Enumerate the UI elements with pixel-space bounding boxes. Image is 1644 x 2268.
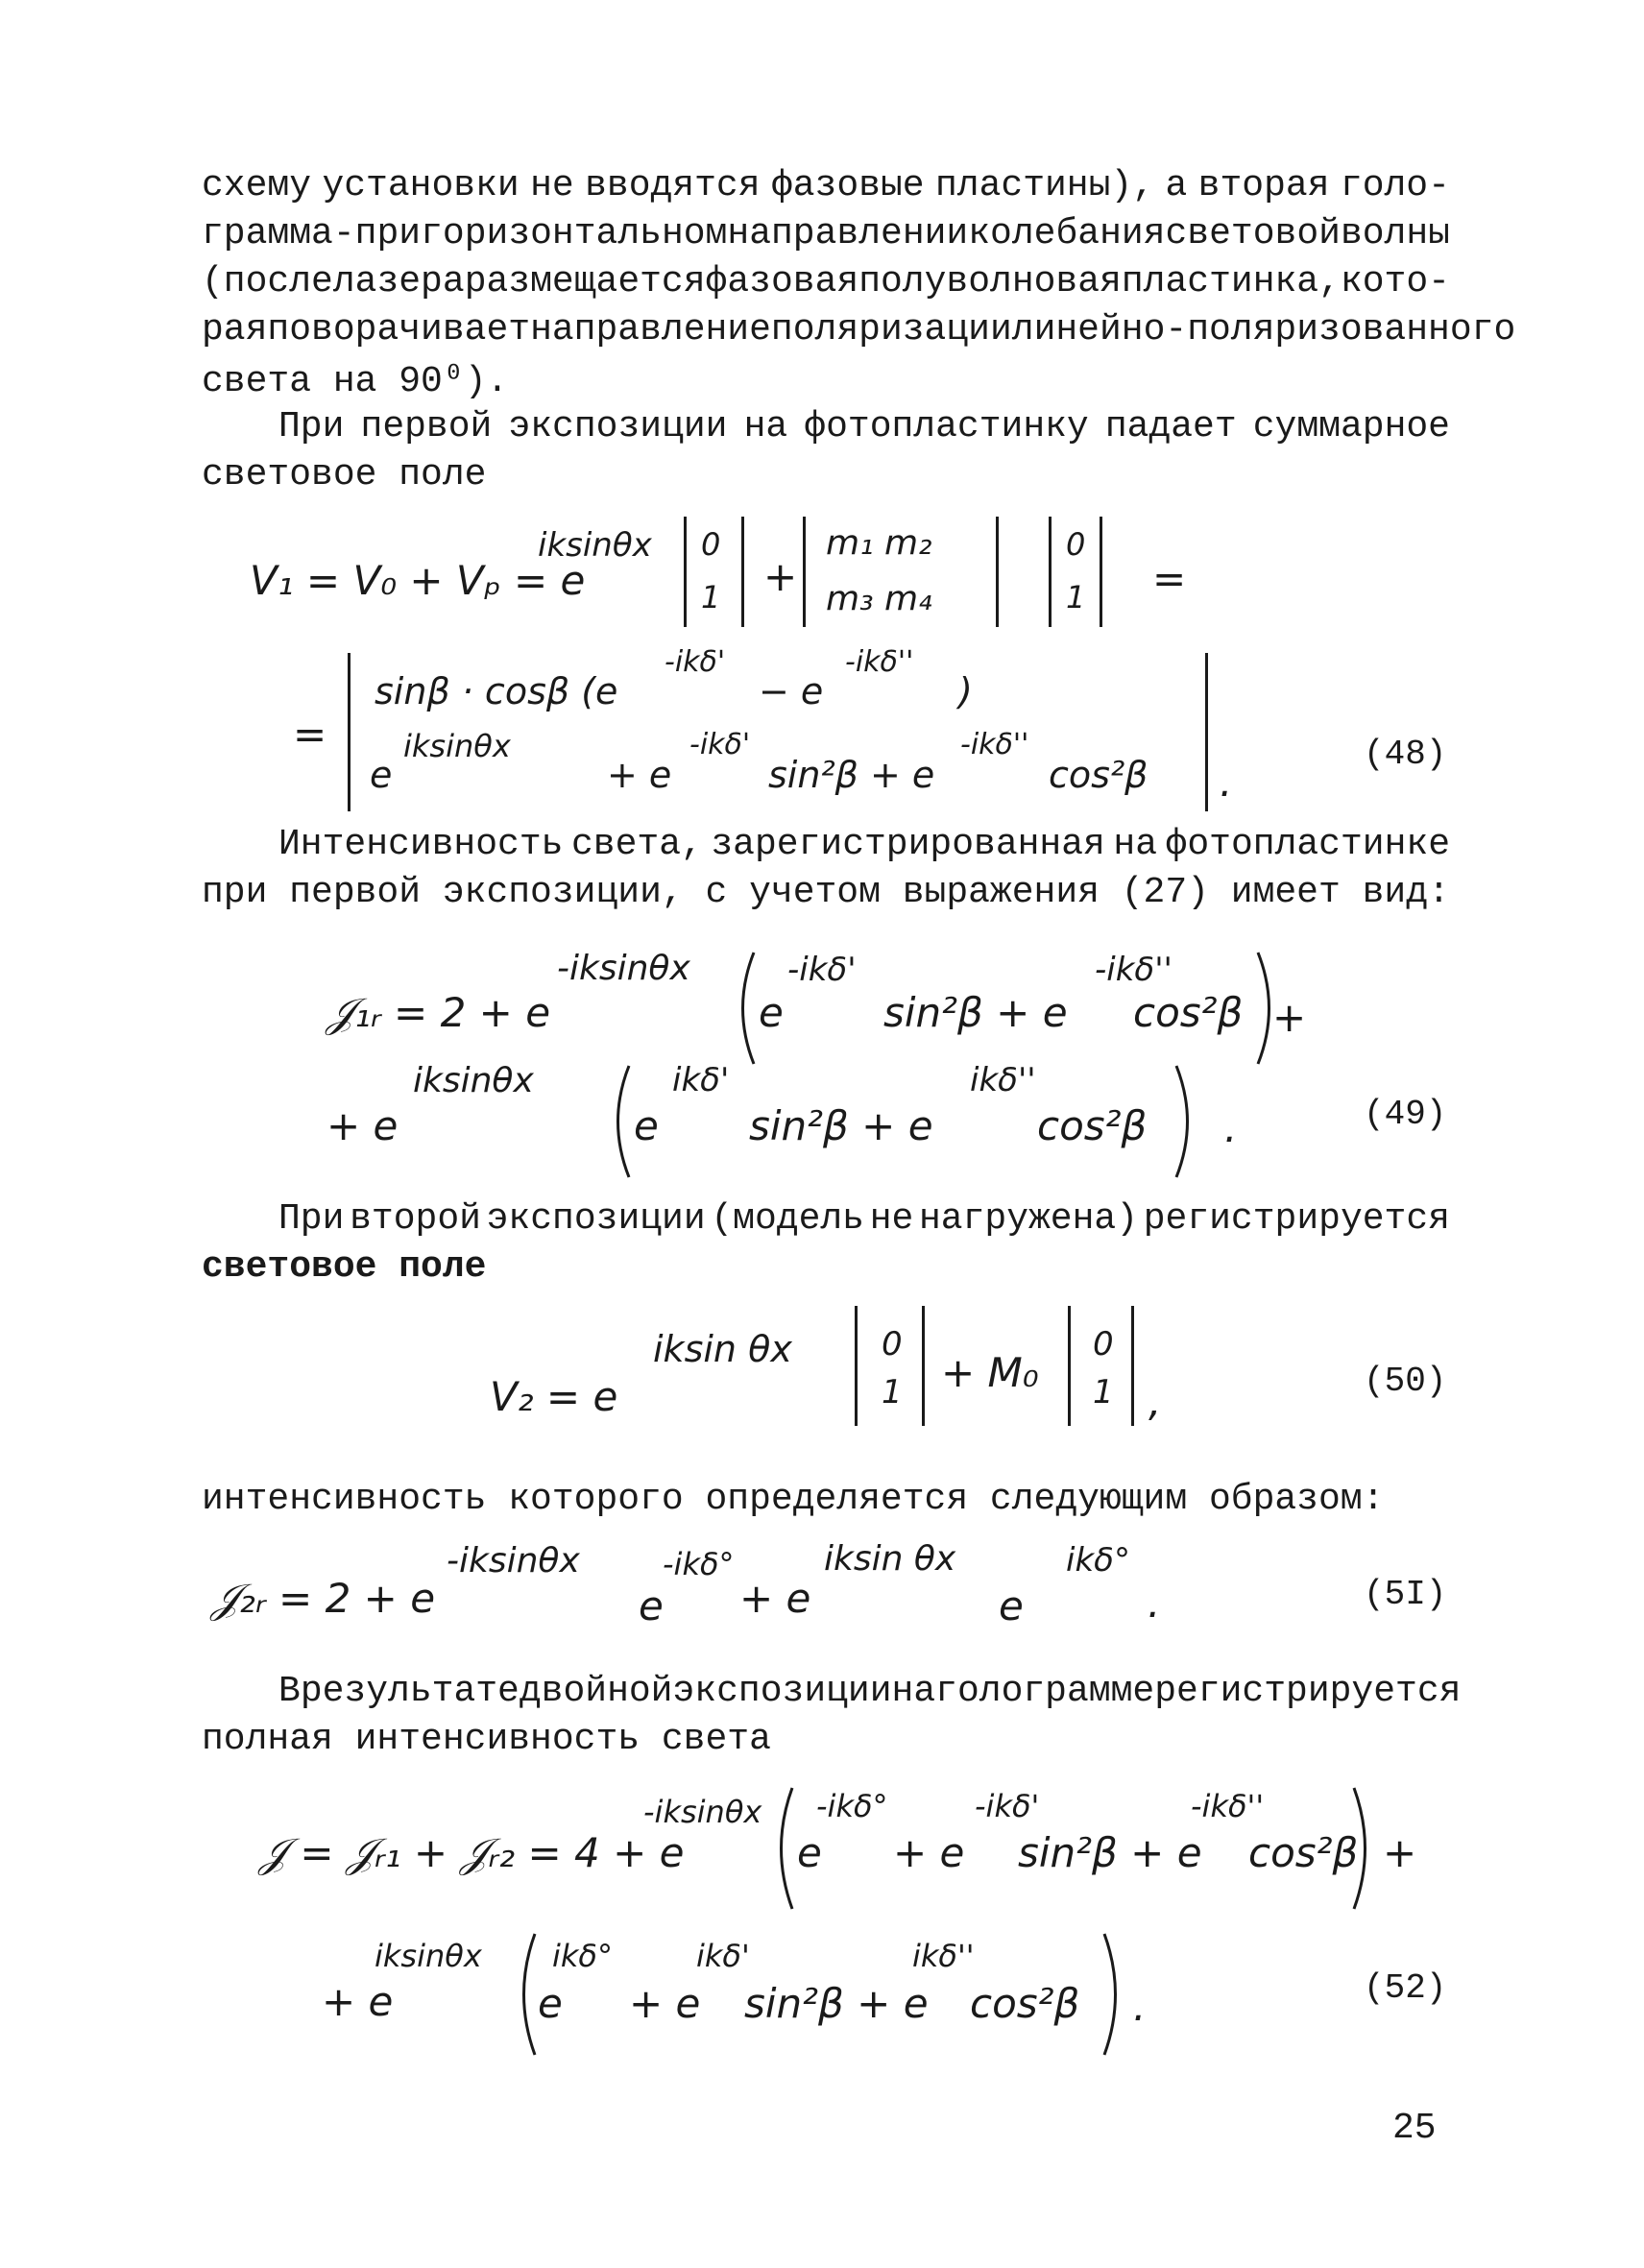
text-line xyxy=(278,1198,1450,1240)
eq-exponent: -ikδ° xyxy=(816,1788,888,1824)
eq-exponent: ikδ' xyxy=(672,1061,730,1099)
eq-exponent: -iksinθx xyxy=(557,949,690,988)
right-paren xyxy=(1100,1932,1128,2057)
word: пластинка, xyxy=(1121,261,1341,302)
period: . xyxy=(1133,1983,1147,2030)
vector-bar xyxy=(1100,517,1102,627)
vector-entry: 0 xyxy=(701,526,721,563)
eq-exponent: -ikδ'' xyxy=(960,728,1029,761)
vector-entry: 1 xyxy=(1093,1373,1114,1411)
eq-exponent: iksin θx xyxy=(653,1328,792,1370)
right-paren xyxy=(1349,1786,1378,1911)
word: нагружена) xyxy=(918,1198,1139,1240)
comma: , xyxy=(1148,1378,1162,1425)
word: размещается xyxy=(464,261,706,302)
eq-exponent: -ikδ' xyxy=(975,1788,1040,1824)
matrix-bar xyxy=(996,517,999,627)
word: а xyxy=(1165,165,1188,206)
period: . xyxy=(1148,1580,1161,1627)
eq-exponent: iksinθx xyxy=(538,526,652,565)
page-number: 25 xyxy=(1392,2108,1437,2149)
word: поворачивает xyxy=(267,309,531,350)
word: Интенсивность xyxy=(278,824,564,865)
eq-term: + e xyxy=(893,1829,965,1876)
word: регистрируется xyxy=(1143,1198,1450,1240)
eq-exponent: -ikδ' xyxy=(689,728,751,761)
equation-number: (50) xyxy=(1364,1362,1447,1401)
eq-term: e xyxy=(797,1829,822,1876)
equals-sign: = xyxy=(1152,555,1187,602)
vector-bar xyxy=(1049,517,1052,627)
eq-exponent: ikδ° xyxy=(552,1938,613,1974)
word: на xyxy=(1113,824,1157,865)
word: схему xyxy=(202,165,312,206)
text-line: интенсивность которого определяется следующим образом: xyxy=(202,1479,1385,1520)
text-line xyxy=(202,165,1450,206)
vector-bar xyxy=(855,1306,858,1426)
eq-lhs: 𝒥 = 𝒥ᵣ₁ + 𝒥ᵣ₂ = 4 + e xyxy=(259,1829,685,1876)
eq-exponent: -ikδ'' xyxy=(1191,1788,1265,1824)
word: вводятся xyxy=(585,165,761,206)
word: При xyxy=(278,406,345,447)
eq-term: cos²β xyxy=(1133,989,1244,1036)
word: рая xyxy=(202,309,268,350)
eq-term: + e xyxy=(629,1980,701,2027)
vector-entry: − e xyxy=(759,670,824,712)
word: - xyxy=(332,213,355,254)
vector-bar xyxy=(684,517,687,627)
eq-exponent: iksinθx xyxy=(403,728,511,764)
text-line: при первой экспозиции, с учетом выражения (27) имеет вид: xyxy=(202,872,1450,913)
word: фотопластинку xyxy=(804,406,1089,447)
word: экспозиции xyxy=(672,1671,892,1712)
eq-exponent: -iksinθx xyxy=(643,1794,762,1830)
word: направлении xyxy=(727,213,969,254)
eq-lhs: 𝒥₁ᵣ = 2 + e xyxy=(326,989,551,1036)
vector-bar xyxy=(348,653,351,811)
eq-exponent: -iksinθx xyxy=(447,1541,580,1580)
vector-bar xyxy=(1068,1306,1071,1426)
eq-exponent: iksinθx xyxy=(413,1061,534,1100)
word: регистрируется xyxy=(1154,1671,1462,1712)
word: экспозиции xyxy=(486,1198,706,1240)
plus-sign: + xyxy=(763,553,798,600)
text-line xyxy=(278,1671,1462,1712)
word: лазера xyxy=(332,261,465,302)
text-line xyxy=(278,824,1450,865)
word: грамма xyxy=(202,213,333,254)
eq-term: e xyxy=(538,1980,563,2027)
word: пластины), xyxy=(934,165,1155,206)
eq-exponent: iksin θx xyxy=(824,1539,956,1579)
eq-lhs: 𝒥₂ᵣ = 2 + e xyxy=(211,1575,436,1622)
word: голо- xyxy=(1340,165,1450,206)
word: горизонтальном xyxy=(421,213,728,254)
eq-term: sin²β + e xyxy=(883,989,1068,1036)
word: В xyxy=(278,1671,301,1712)
word: направление xyxy=(530,309,771,350)
text-line xyxy=(278,406,1450,447)
eq-term: sin²β + e xyxy=(744,1980,929,2027)
word: (после xyxy=(202,261,333,302)
left-paren xyxy=(768,1786,797,1911)
word: второй xyxy=(350,1198,481,1240)
word: суммарное xyxy=(1252,406,1450,447)
plus-sign: + xyxy=(1272,994,1307,1041)
word: поляризации xyxy=(770,309,1012,350)
left-paren xyxy=(511,1932,540,2057)
word: фазовые xyxy=(770,165,925,206)
equation-number: (48) xyxy=(1364,735,1447,774)
eq-lhs: V₂ = e xyxy=(490,1373,618,1420)
equation-number: (5I) xyxy=(1364,1575,1447,1614)
eq-term: + M₀ xyxy=(941,1349,1039,1396)
vector-entry: 0 xyxy=(882,1325,903,1363)
left-paren xyxy=(730,951,759,1066)
word: света, xyxy=(571,824,703,865)
text-line xyxy=(202,261,1450,302)
eq-term: e xyxy=(999,1582,1024,1629)
vector-entry: 1 xyxy=(1066,579,1086,615)
eq-term: + e xyxy=(322,1978,394,2025)
eq-term: cos²β xyxy=(970,1980,1080,2027)
word: фотопластинке xyxy=(1165,824,1450,865)
eq-term: + e xyxy=(739,1575,811,1622)
word: падает xyxy=(1104,406,1237,447)
vector-bar xyxy=(1205,653,1208,811)
vector-entry: 0 xyxy=(1093,1325,1114,1363)
vector-bar xyxy=(922,1306,925,1426)
vector-entry: ) xyxy=(958,670,973,712)
eq-exponent: ikδ'' xyxy=(912,1938,975,1974)
vector-entry: cos²β xyxy=(1049,754,1148,796)
word: первой xyxy=(360,406,493,447)
eq-lhs: V₁ = V₀ + Vₚ = e xyxy=(250,557,586,604)
period: . xyxy=(1224,1104,1238,1151)
vector-entry: 1 xyxy=(882,1373,903,1411)
vector-entry: + e xyxy=(607,754,672,796)
word: волны xyxy=(1340,213,1450,254)
word: колебания xyxy=(968,213,1166,254)
eq-term: cos²β xyxy=(1037,1102,1148,1149)
word: на xyxy=(891,1671,936,1712)
eq-exponent: ikδ° xyxy=(1066,1541,1130,1580)
eq-exponent: -ikδ' xyxy=(787,951,857,989)
word: не xyxy=(869,1198,914,1240)
plus-sign: + xyxy=(1383,1829,1417,1876)
eq-term: + e xyxy=(326,1102,399,1149)
text-line: световое поле xyxy=(202,454,487,495)
word: результате xyxy=(300,1671,520,1712)
eq-exponent: -ikδ' xyxy=(665,645,726,679)
eq-exponent: -ikδ'' xyxy=(1095,951,1173,989)
vector-bar xyxy=(741,517,744,627)
word: кото- xyxy=(1340,261,1450,302)
equation-number: (49) xyxy=(1364,1095,1447,1134)
eq-term: cos²β xyxy=(1248,1829,1359,1876)
eq-exponent: -ikδ° xyxy=(663,1546,735,1582)
matrix-row: m₁ m₂ xyxy=(826,523,932,563)
word: при xyxy=(354,213,422,254)
equation-number: (52) xyxy=(1364,1968,1447,2008)
word: вторая xyxy=(1197,165,1330,206)
text-line: полная интенсивность света xyxy=(202,1719,771,1760)
text-line xyxy=(202,213,1450,254)
word: линейно-поляризованного xyxy=(1011,309,1516,350)
word: При xyxy=(278,1198,345,1240)
word: зарегистрированная xyxy=(711,824,1105,865)
eq-term: sin²β + e xyxy=(749,1102,933,1149)
word: не xyxy=(530,165,574,206)
equals-sign: = xyxy=(293,711,327,758)
matrix-row: m₃ m₄ xyxy=(826,579,932,618)
word: двойной xyxy=(519,1671,673,1712)
word: световой xyxy=(1165,213,1341,254)
word: (модель xyxy=(711,1198,864,1240)
eq-exponent: -ikδ'' xyxy=(845,645,914,679)
matrix-bar xyxy=(803,517,806,627)
text-line xyxy=(202,309,1516,350)
vector-entry: sinβ · cosβ (e xyxy=(375,670,618,712)
right-paren xyxy=(1172,1064,1200,1179)
word: на xyxy=(743,406,788,447)
eq-term: e xyxy=(634,1102,659,1149)
eq-term: e xyxy=(639,1582,664,1629)
text-line: света на 90⁰). xyxy=(202,361,509,402)
vector-entry: 0 xyxy=(1066,526,1086,563)
eq-exponent: ikδ' xyxy=(696,1938,750,1974)
eq-exponent: ikδ'' xyxy=(970,1061,1036,1099)
left-paren xyxy=(605,1064,634,1179)
vector-bar xyxy=(1131,1306,1134,1426)
vector-entry: e xyxy=(370,754,393,796)
text-line: световое поле xyxy=(202,1246,487,1288)
word: установки xyxy=(322,165,520,206)
eq-term: e xyxy=(759,989,784,1036)
vector-entry: 1 xyxy=(701,579,721,615)
word: экспозиции xyxy=(508,406,728,447)
word: полуволновая xyxy=(858,261,1122,302)
eq-term: sin²β + e xyxy=(1018,1829,1202,1876)
vector-entry: sin²β + e xyxy=(768,754,935,796)
word: фазовая xyxy=(705,261,859,302)
period: . xyxy=(1220,759,1233,806)
eq-exponent: iksinθx xyxy=(375,1938,482,1974)
word: голограмме xyxy=(935,1671,1155,1712)
